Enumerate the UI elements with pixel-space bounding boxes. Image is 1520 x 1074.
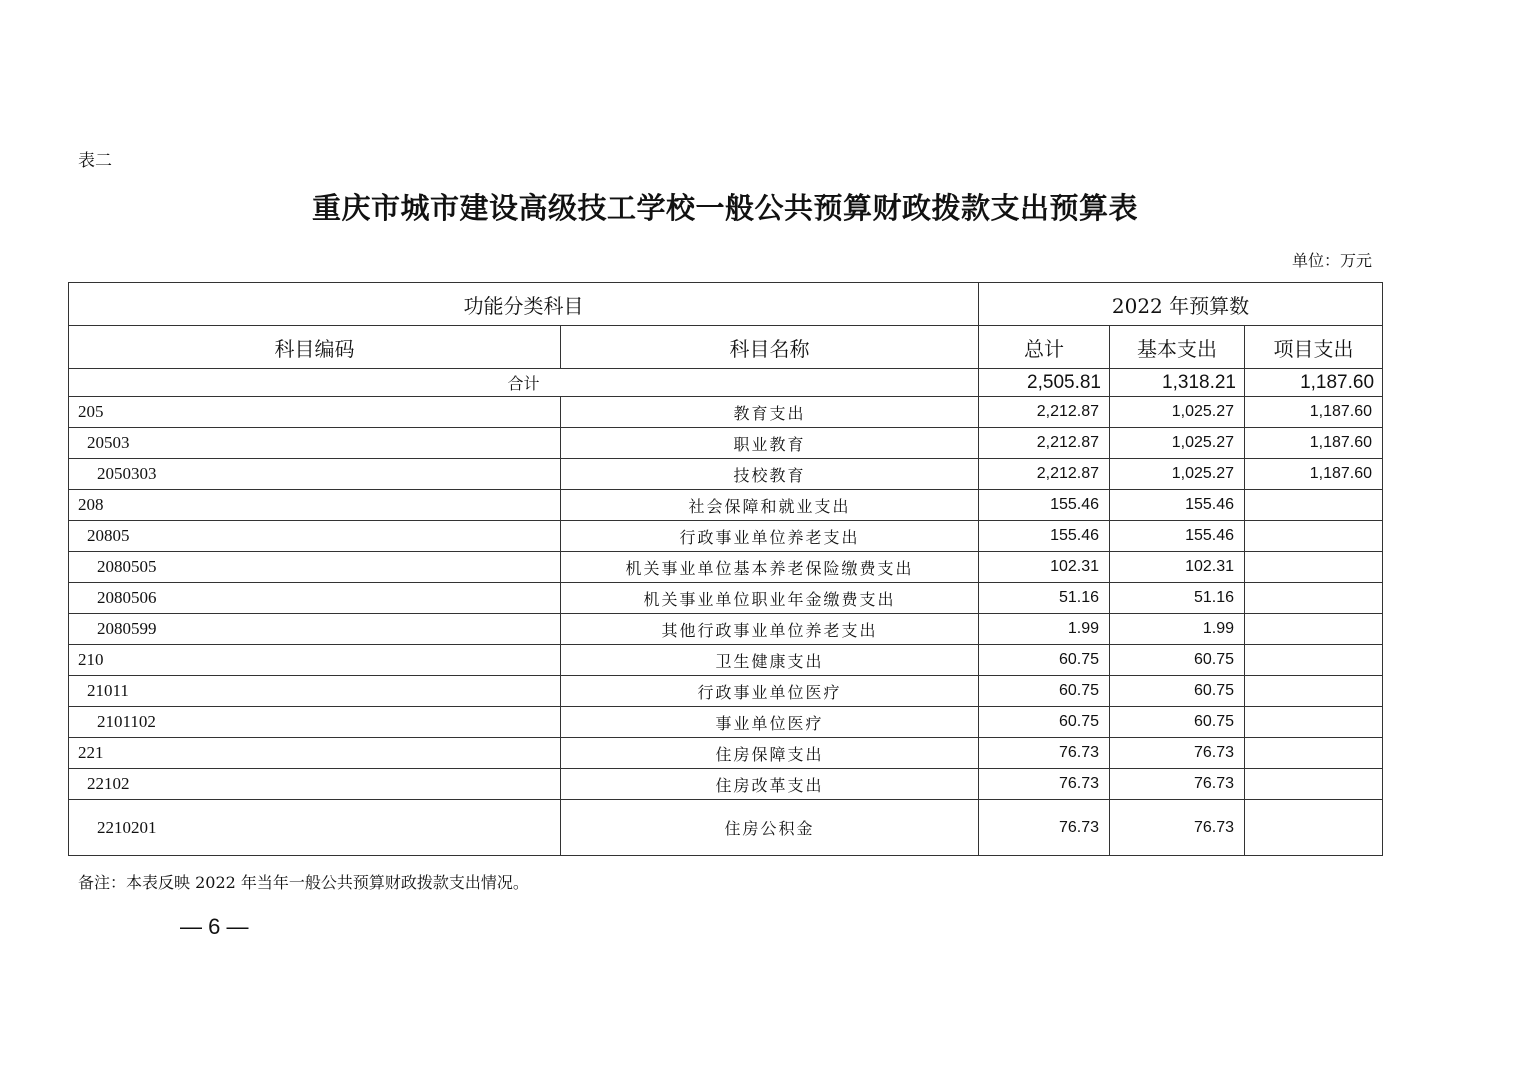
row-project	[1245, 707, 1383, 738]
row-code: 20805	[69, 521, 561, 552]
row-project	[1245, 552, 1383, 583]
row-total: 60.75	[979, 645, 1110, 676]
row-total: 60.75	[979, 707, 1110, 738]
row-total: 1.99	[979, 614, 1110, 645]
table-row	[69, 583, 1383, 614]
header-budget-year: 2022 年预算数	[979, 283, 1383, 326]
row-name: 卫生健康支出	[561, 645, 979, 676]
row-basic: 155.46	[1110, 490, 1245, 521]
table-row	[69, 800, 1383, 856]
row-basic: 60.75	[1110, 707, 1245, 738]
row-name: 技校教育	[561, 459, 979, 490]
row-name: 行政事业单位医疗	[561, 676, 979, 707]
summary-row	[69, 369, 1383, 397]
row-basic: 1.99	[1110, 614, 1245, 645]
table-row	[69, 769, 1383, 800]
row-code: 221	[69, 738, 561, 769]
table-row	[69, 614, 1383, 645]
row-basic: 1,025.27	[1110, 459, 1245, 490]
row-project: 1,187.60	[1245, 397, 1383, 428]
row-basic: 1,025.27	[1110, 397, 1245, 428]
row-name: 其他行政事业单位养老支出	[561, 614, 979, 645]
table-row	[69, 676, 1383, 707]
table-row	[69, 552, 1383, 583]
footnote: 备注：本表反映 2022 年当年一般公共预算财政拨款支出情况。	[78, 873, 529, 892]
table-row	[69, 428, 1383, 459]
row-total: 76.73	[979, 738, 1110, 769]
row-total: 51.16	[979, 583, 1110, 614]
row-code: 208	[69, 490, 561, 521]
row-project	[1245, 800, 1383, 856]
row-total: 2,212.87	[979, 459, 1110, 490]
unit-label: 单位：万元	[1291, 251, 1372, 270]
table-row	[69, 707, 1383, 738]
summary-label: 合计	[69, 369, 979, 397]
row-name: 社会保障和就业支出	[561, 490, 979, 521]
row-name: 事业单位医疗	[561, 707, 979, 738]
summary-basic: 1,318.21	[1110, 369, 1245, 397]
row-code: 2210201	[69, 800, 561, 856]
header-total: 总计	[979, 326, 1110, 369]
row-project	[1245, 583, 1383, 614]
row-basic: 60.75	[1110, 645, 1245, 676]
summary-total: 2,505.81	[979, 369, 1110, 397]
row-project	[1245, 645, 1383, 676]
table-row	[69, 738, 1383, 769]
row-total: 60.75	[979, 676, 1110, 707]
header-name: 科目名称	[561, 326, 979, 369]
row-name: 住房改革支出	[561, 769, 979, 800]
row-basic: 51.16	[1110, 583, 1245, 614]
row-total: 155.46	[979, 490, 1110, 521]
row-name: 机关事业单位职业年金缴费支出	[561, 583, 979, 614]
row-code: 20503	[69, 428, 561, 459]
row-project: 1,187.60	[1245, 428, 1383, 459]
row-name: 住房公积金	[561, 800, 979, 856]
row-basic: 76.73	[1110, 738, 1245, 769]
row-basic: 102.31	[1110, 552, 1245, 583]
row-project	[1245, 521, 1383, 552]
table-row	[69, 459, 1383, 490]
row-basic: 76.73	[1110, 800, 1245, 856]
row-project	[1245, 769, 1383, 800]
row-code: 21011	[69, 676, 561, 707]
row-project	[1245, 676, 1383, 707]
row-name: 机关事业单位基本养老保险缴费支出	[561, 552, 979, 583]
row-name: 行政事业单位养老支出	[561, 521, 979, 552]
row-project: 1,187.60	[1245, 459, 1383, 490]
row-total: 2,212.87	[979, 428, 1110, 459]
table-row	[69, 397, 1383, 428]
row-total: 76.73	[979, 800, 1110, 856]
row-code: 2050303	[69, 459, 561, 490]
row-code: 205	[69, 397, 561, 428]
row-code: 22102	[69, 769, 561, 800]
row-code: 2101102	[69, 707, 561, 738]
row-total: 155.46	[979, 521, 1110, 552]
header-code: 科目编码	[69, 326, 561, 369]
header-project: 项目支出	[1245, 326, 1383, 369]
page-number: — 6 —	[180, 914, 249, 939]
row-code: 2080599	[69, 614, 561, 645]
summary-project: 1,187.60	[1245, 369, 1383, 397]
header-function-category: 功能分类科目	[69, 283, 979, 326]
row-code: 2080506	[69, 583, 561, 614]
row-basic: 155.46	[1110, 521, 1245, 552]
budget-table	[68, 282, 1383, 856]
row-name: 职业教育	[561, 428, 979, 459]
row-project	[1245, 614, 1383, 645]
table-label: 表二	[78, 151, 112, 171]
row-basic: 1,025.27	[1110, 428, 1245, 459]
table-row	[69, 521, 1383, 552]
row-project	[1245, 490, 1383, 521]
row-total: 2,212.87	[979, 397, 1110, 428]
row-basic: 60.75	[1110, 676, 1245, 707]
row-name: 住房保障支出	[561, 738, 979, 769]
table-row	[69, 490, 1383, 521]
row-name: 教育支出	[561, 397, 979, 428]
row-total: 102.31	[979, 552, 1110, 583]
row-total: 76.73	[979, 769, 1110, 800]
header-basic: 基本支出	[1110, 326, 1245, 369]
table-row	[69, 645, 1383, 676]
row-project	[1245, 738, 1383, 769]
page-title: 重庆市城市建设高级技工学校一般公共预算财政拨款支出预算表	[311, 191, 1138, 225]
row-code: 2080505	[69, 552, 561, 583]
row-code: 210	[69, 645, 561, 676]
row-basic: 76.73	[1110, 769, 1245, 800]
